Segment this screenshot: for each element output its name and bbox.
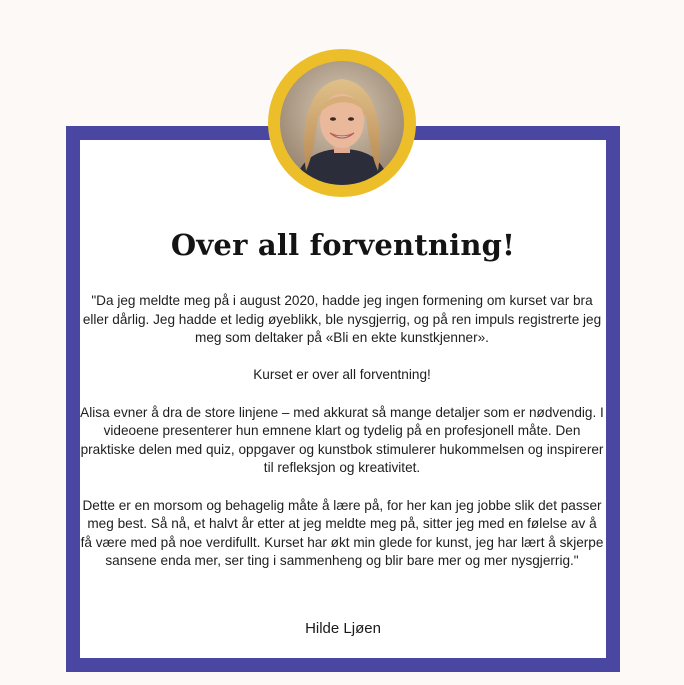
author-name: Hilde Ljøen: [305, 620, 381, 637]
testimonial-quote: [80, 292, 604, 571]
quote-paragraph: "Da jeg meldte meg på i august 2020, hadde jeg ingen formening om kurset var bra eller dårlig. Jeg hadde et ledig øyeblikk, ble nysgjerrig, og på ren impuls registrerte jeg meg som deltaker på «Bli en ekte kunstkjenner».: [82, 293, 602, 346]
quote-paragraph: Kurset er over all forventning!: [253, 367, 431, 383]
quote-paragraph: Dette er en morsom og behagelig måte å lære på, for her kan jeg jobbe slik det passer meg best. Så nå, et halvt år etter at jeg meldte meg på, sitter jeg med en følelse av å få være med på noe verdifullt. Kurset har økt min glede for kunst, jeg har lært å skjerpe sansene enda mer, ser ting i sammenheng og blir bare mer og mer nysgjerrig.": [80, 497, 604, 569]
testimonial-headline: Over all forventning!: [170, 228, 516, 262]
avatar: [268, 49, 416, 197]
author-photo: [280, 61, 404, 185]
quote-paragraph: Alisa evner å dra de store linjene – med akkurat så mange detaljer som er nødvendig. I videoene presenterer hun emnene klart og tydelig på en profesjonell måte. Den praktiske delen med quiz, oppgaver og kunstbok stimulerer hukommelsen og inspirerer til refleksjon og kreativitet.: [80, 404, 604, 476]
